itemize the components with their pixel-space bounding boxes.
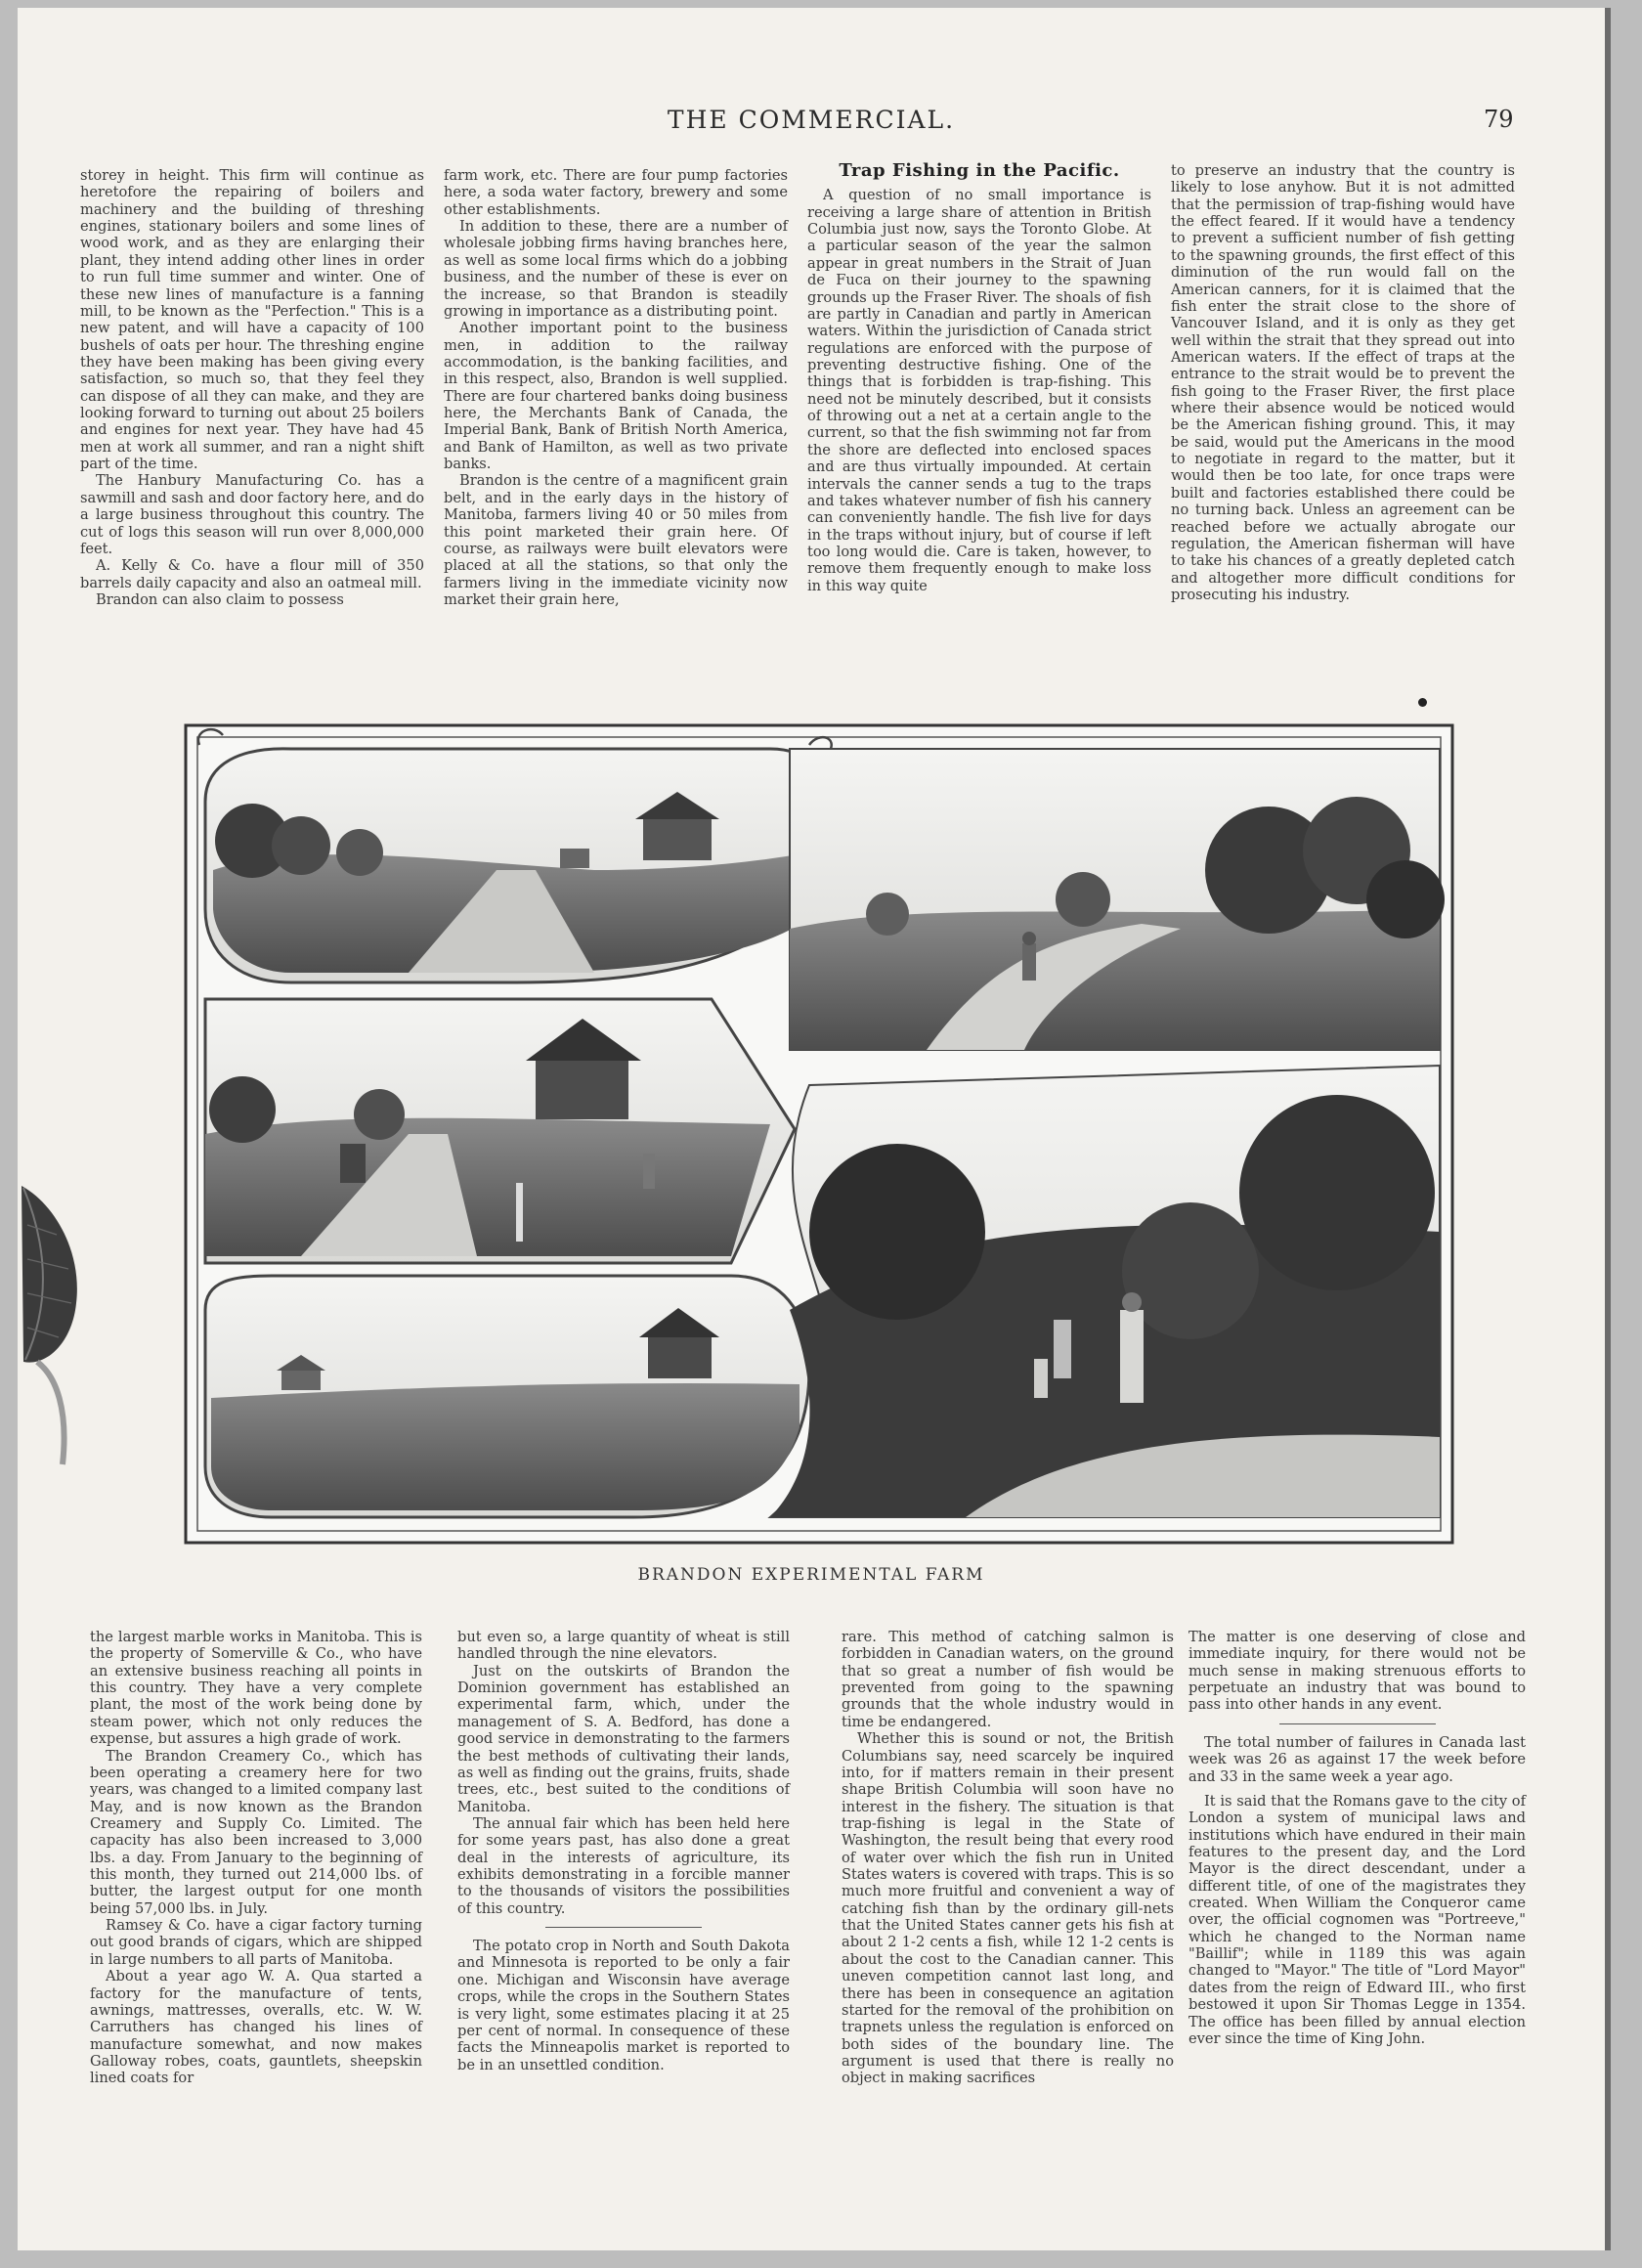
paragraph: The Brandon Creamery Co., which has been operating a creamery here for two years, was changed to a limited company last May, and is now known as the Brandon Creamery and Supply Co. Limited. The capacity has also been increased to 3,000 lbs. a day. From January to the beginning of this month, they turned out 214,000 lbs. of butter, the largest output for one month being 57,000 lbs. in July. [90, 1747, 422, 1917]
paragraph: Whether this is sound or not, the British Columbians say, need scarcely be inquired into, for if matters remain in their present shape British Columbia will soon have no interest in the fishery. The situation is that trap-fishing is legal in the State of Washington, the result being that every rood of water over which the fish run in United States waters is covered with traps. This is so much more fruitful and convenient a way of catching fish than by the ordinary gill-nets that the United States canner gets his fish at about 2 1-2 cents a fish, while 12 1-2 cents is about the cost to the Canadian canner. This uneven competition cannot last long, and there has been in consequence an agitation started for the removal of the prohibition on trapnets unless the regulation is enforced on both sides of the boundary line. The argument is used that there is really no object in making sacrifices [842, 1730, 1174, 2087]
column-bottom-4 [1188, 1629, 1526, 2047]
paragraph: It is said that the Romans gave to the city of London a system of municipal laws and institutions which have endured in their main features to the present day, and the Lord Mayor is the direct descendant, under a different title, of one of the magistrates they created. When William the Conqueror came over, the official cognomen was "Portreeve," which he changed to the Norman name "Baillif"; while in 1189 this was again changed to "Mayor." The title of "Lord Mayor" dates from the reign of Edward III., who first bestowed it upon Sir Thomas Legge in 1354. The office has been filled by annual election ever since the time of King John. [1188, 1792, 1526, 2047]
paragraph: Another important point to the business men, in addition to the railway accommodation, is the banking facilities, and in this respect, also, Brandon is well supplied. There are four chartered banks doing business here, the Merchants Bank of Canada, the Imperial Bank, Bank of British North America, and Bank of Hamilton, as well as two private banks. [444, 320, 788, 473]
column-bottom-1 [90, 1629, 422, 2087]
paragraph: rare. This method of catching salmon is forbidden in Canadian waters, on the ground that so great a number of fish would be prevented from going to the spawning grounds that the whole industry would in time be endangered. [842, 1629, 1174, 1730]
column-bottom-3 [842, 1629, 1174, 2087]
paragraph: Brandon is the centre of a magnificent grain belt, and in the early days in the history of Manitoba, farmers living 40 or 50 miles from this point marketed their grain here. Of course, as railways were built elevators were placed at all the stations, so that only the farmers living in the immediate vicinity now market their grain here, [444, 472, 788, 608]
photo-collage [184, 723, 1454, 1545]
paragraph: The total number of failures in Canada last week was 26 as against 17 the week before and 33 in the same week a year ago. [1188, 1733, 1526, 1785]
paragraph: Just on the outskirts of Brandon the Dominion government has established an experimental farm, which, under the management of S. A. Bedford, has done a good service in demonstrating to the farmers the best methods of cultivating their lands, as well as finding out the grains, fruits, shade trees, etc., best suited to the conditions of Manitoba. [457, 1662, 790, 1815]
photo-panel-garden-family [770, 1066, 1440, 1517]
masthead-title: THE COMMERCIAL. [667, 106, 956, 134]
column-top-3 [807, 160, 1151, 594]
photo-panel-farm-lane [205, 999, 795, 1263]
photo-panel-field-house [205, 1276, 809, 1517]
column-top-4 [1171, 162, 1515, 603]
paragraph: A question of no small importance is receiving a large share of attention in British Columbia just now, says the Toronto Globe. At a particular season of the year the salmon appear in great numbers in the Strait of Juan de Fuca on their journey to the spawning grounds up the Fraser River. The shoals of fish are partly in Canadian and partly in American waters. Within the jurisdiction of Canada strict regulations are enforced with the purpose of preventing destructive fishing. One of the things that is forbidden is trap-fishing. This need not be minutely described, but it consists of throwing out a net at a certain angle to the current, so that the fish swimming not far from the shore are deflected into enclosed spaces and are thus virtually impounded. At certain intervals the canner sends a tug to the traps and takes whatever number of fish his cannery can conveniently handle. The fish live for days in the traps without injury, but of course if left too long would die. Care is taken, however, to remove them frequently enough to make loss in this way quite [807, 187, 1151, 594]
page-number: 79 [1484, 106, 1514, 133]
column-top-1 [80, 167, 424, 608]
article-heading: Trap Fishing in the Pacific. [839, 160, 1120, 181]
paragraph: but even so, a large quantity of wheat is still handled through the nine elevators. [457, 1629, 790, 1663]
paragraph: In addition to these, there are a number of wholesale jobbing firms having branches here, as well as some local firms which do a jobbing business, and the number of these is ever on the increase, so that Brandon is steadily growing in importance as a distributing point. [444, 218, 788, 320]
paragraph: storey in height. This firm will continue as heretofore the repairing of boilers and machinery and the building of threshing engines, stationary boilers and some lines of wood work, and as they are enlarging their plant, they intend adding other lines in order to run full time summer and winter. One of these new lines of manufacture is a fanning mill, to be known as the "Perfection." This is a new patent, and will have a capacity of 100 bushels of oats per hour. The threshing engine they have been making has been giving every satisfaction, so much so, that they feel they can dispose of all they can make, and they are looking forward to turning out about 25 boilers and engines for next year. They have had 45 men at work all summer, and ran a night shift part of the time. [80, 167, 424, 473]
photo-panel-orchard-path [790, 749, 1445, 1050]
paragraph: A. Kelly & Co. have a flour mill of 350 barrels daily capacity and also an oatmeal mill. [80, 557, 424, 591]
section-divider [545, 1927, 702, 1928]
print-dot-mark [1418, 698, 1427, 707]
paragraph: The Hanbury Manufacturing Co. has a sawmill and sash and door factory here, and do a large business throughout this country. The cut of logs this season will run over 8,000,000 feet. [80, 472, 424, 557]
pressed-leaf-icon [18, 1166, 86, 1469]
paragraph: Brandon can also claim to possess [96, 590, 344, 608]
paragraph: farm work, etc. There are four pump factories here, a soda water factory, brewery and some other establishments. [444, 167, 788, 218]
section-divider [1279, 1723, 1436, 1724]
paragraph: The annual fair which has been held here for some years past, has also done a great deal in the interests of agriculture, its exhibits demonstrating in a forcible manner to the thousands of visitors the possibilities of this country. [457, 1814, 790, 1917]
photo-caption: BRANDON EXPERIMENTAL FARM [637, 1565, 985, 1585]
paragraph: About a year ago W. A. Qua started a factory for the manufacture of tents, awnings, mattresses, overalls, etc. W. W. Carruthers has changed his lines of manufacture somewhat, and now makes Galloway robes, coats, gauntlets, sheepskin lined coats for [90, 1968, 422, 2087]
paragraph: Ramsey & Co. have a cigar factory turning out good brands of cigars, which are shipped in large numbers to all parts of Manitoba. [90, 1917, 422, 1968]
paragraph: The matter is one deserving of close and immediate inquiry, for there would not be much sense in making strenuous efforts to perpetuate an industry that was bound to pass into other hands in any event. [1188, 1629, 1526, 1714]
column-top-2 [444, 167, 788, 608]
paragraph: The potato crop in North and South Dakota and Minnesota is reported to be only a fair one. Michigan and Wisconsin have average crops, while the crops in the Southern States is very light, some estimates placing it at 25 per cent of normal. In consequence of these facts the Minneapolis market is reported to be in an unsettled condition. [457, 1938, 790, 2073]
paragraph: to preserve an industry that the country is likely to lose anyhow. But it is not admitted that the permission of trap-fishing would have the effect feared. If it would have a tendency to prevent a sufficient number of fish getting to the spawning grounds, the first effect of this diminution of the run would fall on the American canners, for it is claimed that the fish enter the strait close to the shore of Vancouver Island, and it is only as they get well within the strait that they spread out into American waters. If the effect of traps at the entrance to the strait would be to prevent the fish going to the Fraser River, the first place where their absence would be noticed would be the American fishing ground. This, it may be said, would put the Americans in the mood to negotiate in regard to the matter, but it would then be too late, for once traps were built and factories established there could be no turning back. Unless an agreement can be reached before we actually abrogate our regulation, the American fisherman will have to take his chances of a greatly depleted catch and altogether more difficult conditions for prosecuting his industry. [1171, 162, 1515, 603]
photo-panel-road-house [198, 729, 832, 982]
column-bottom-2 [457, 1629, 790, 2073]
newspaper-page [18, 8, 1611, 2250]
paragraph: the largest marble works in Manitoba. This is the property of Somerville & Co., who have an extensive business reaching all points in this country. They have a very complete plant, the most of the work being done by steam power, which not only reduces the expense, but assures a high grade of work. [90, 1629, 422, 1748]
